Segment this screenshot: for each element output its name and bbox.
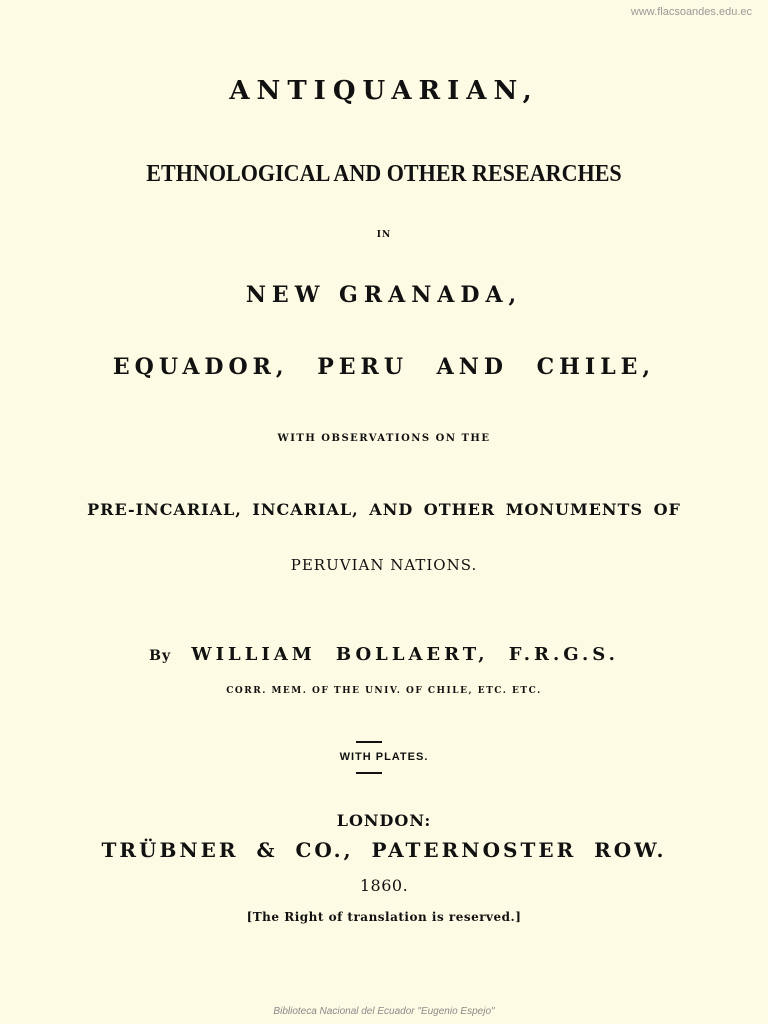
title-line-antiquarian: ANTIQUARIAN, [229,76,539,106]
by-label: By [149,648,172,664]
divider-rule-bottom [356,772,382,774]
subtitle-monuments: PRE-INCARIAL, INCARIAL, AND OTHER MONUMENTS OF [87,500,681,519]
subtitle-peruvian-nations: PERUVIAN NATIONS. [290,556,478,574]
author-line [0,646,768,664]
publisher: TRÜBNER & CO., PATERNOSTER ROW. [101,838,667,862]
publication-year: 1860. [359,876,409,895]
publication-place: LONDON: [336,811,432,830]
subtitle-observations: WITH OBSERVATIONS ON THE [277,433,491,444]
rights-notice: [The Right of translation is reserved.] [246,910,522,924]
author-affiliation: CORR. MEM. OF THE UNIV. OF CHILE, ETC. ETC. [226,686,542,696]
title-line-new-granada: NEW GRANADA, [245,282,523,308]
library-watermark: Biblioteca Nacional del Ecuador "Eugenio Espejo" [273,1006,495,1017]
source-watermark: www.flacsoandes.edu.ec [630,6,752,18]
title-line-researches: ETHNOLOGICAL AND OTHER RESEARCHES [146,161,622,187]
plates-note: WITH PLATES. [339,751,429,763]
divider-rule-top [356,741,382,743]
title-line-countries: EQUADOR, PERU AND CHILE, [112,354,656,380]
title-line-in: IN [376,230,392,240]
author-name: WILLIAM BOLLAERT, F.R.G.S. [191,644,619,665]
